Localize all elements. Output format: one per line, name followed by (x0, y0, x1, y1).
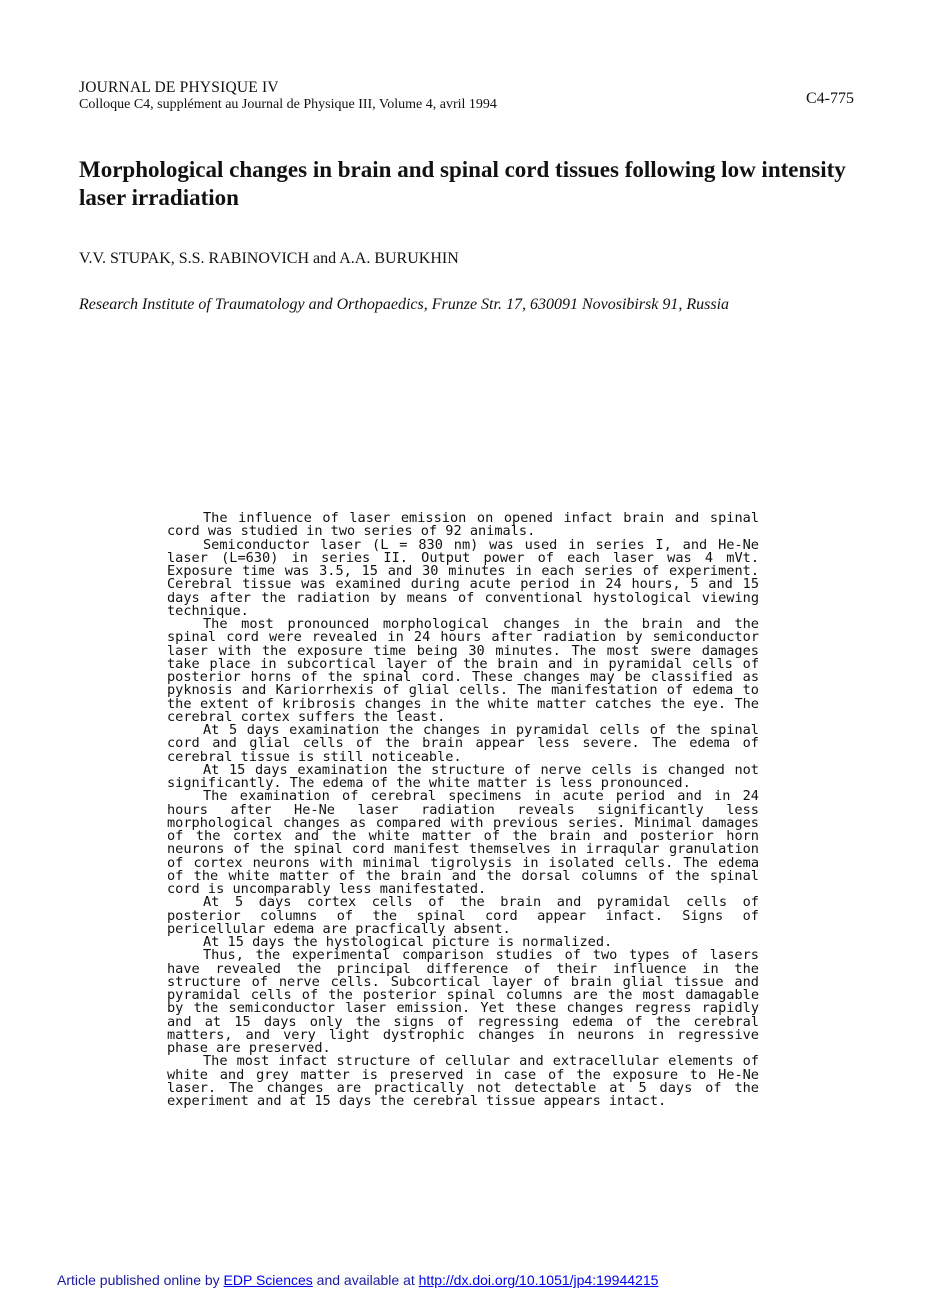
doi-link[interactable]: http://dx.doi.org/10.1051/jp4:19944215 (418, 1272, 659, 1288)
journal-header (79, 79, 679, 113)
abstract-paragraph: The examination of cerebral specimens in acute period and in 24 hours after He-Ne laser radiation reveals significantly less morphological changes as compared with previous series. Minimal damages of the cortex and the white matter of the brain and posterior horn neurons of the spinal cord manifest themselves in irraqular granulation of cortex neurons with minimal tigrolysis in isolated cells. The edema of the white matter of the brain and the dorsal columns of the spinal cord is uncomparably less manifestated. (167, 788, 759, 897)
page-number: C4-775 (806, 90, 854, 107)
abstract-paragraph: At 5 days cortex cells of the brain and pyramidal cells of posterior columns of the spinal cord appear infact. Signs of pericellular edema are pracfically absent. (167, 894, 759, 937)
abstract-paragraph: The most infact structure of cellular and extracellular elements of white and grey matter is preserved in case of the exposure to He-Ne laser. The changes are practically not detectable at 5 days of the experiment and at 15 days the cerebral tissue appears intact. (167, 1053, 759, 1109)
journal-name: JOURNAL DE PHYSIQUE IV (79, 79, 279, 96)
footer-middle: and available at (316, 1272, 415, 1288)
authors: V.V. STUPAK, S.S. RABINOVICH and A.A. BURUKHIN (79, 250, 459, 267)
abstract-paragraph: At 15 days the hystological picture is normalized. (203, 934, 613, 950)
abstract-paragraph: The most pronounced morphological changes in the brain and the spinal cord were revealed in 24 hours after radiation by semiconductor laser with the exposure time being 30 minutes. The most swere damages take place in subcortical layer of the brain and in pyramidal cells of posterior horns of the spinal cord. These changes may be classified as pyknosis and Kariorrhexis of glial cells. The manifestation of edema to the extent of kribrosis changes in the white matter catches the eye. The cerebral cortex suffers the least. (167, 616, 759, 725)
abstract-paragraph: Semiconductor laser (L = 830 nm) was used in series I, and He-Ne laser (L=630) in series II. Output power of each laser was 4 mVt. Exposure time was 3.5, 15 and 30 minutes in each series of experiment. Cerebral tissue was examined during acute period in 24 hours, 5 and 15 days after the radiation by means of conventional hystological viewing technique. (167, 536, 759, 619)
affiliation: Research Institute of Traumatology and Orthopaedics, Frunze Str. 17, 630091 Novosibirsk 91, Russia (79, 296, 730, 313)
publication-footer (57, 1272, 658, 1288)
abstract-body (167, 512, 759, 1108)
abstract-paragraph: The influence of laser emission on opened infact brain and spinal cord was studied in two series of 92 animals. (167, 510, 759, 540)
footer-prefix: Article published online by (57, 1272, 220, 1288)
colloque-line: Colloque C4, supplément au Journal de Physique III, Volume 4, avril 1994 (79, 97, 497, 112)
paper-title: Morphological changes in brain and spinal cord tissues following low intensity laser irradiation (79, 157, 846, 210)
publisher-link[interactable]: EDP Sciences (223, 1272, 313, 1288)
abstract-paragraph: At 15 days examination the structure of nerve cells is changed not significantly. The edema of the white matter is less pronounced. (167, 761, 759, 791)
abstract-paragraph: Thus, the experimental comparison studies of two types of lasers have revealed the principal difference of their influence in the structure of nerve cells. Subcortical layer of brain glial tissue and pyramidal cells of the posterior spinal columns are the most damagable by the semiconductor laser emission. Yet these changes regress rapidly and at 15 days only the signs of regressing edema of the cerebral matters, and very light dystrophic changes in neurons in regressive phase are preserved. (167, 947, 759, 1056)
abstract-paragraph: At 5 days examination the changes in pyramidal cells of the spinal cord and glial cells of the brain appear less severe. The edema of cerebral tissue is still noticeable. (167, 722, 759, 765)
